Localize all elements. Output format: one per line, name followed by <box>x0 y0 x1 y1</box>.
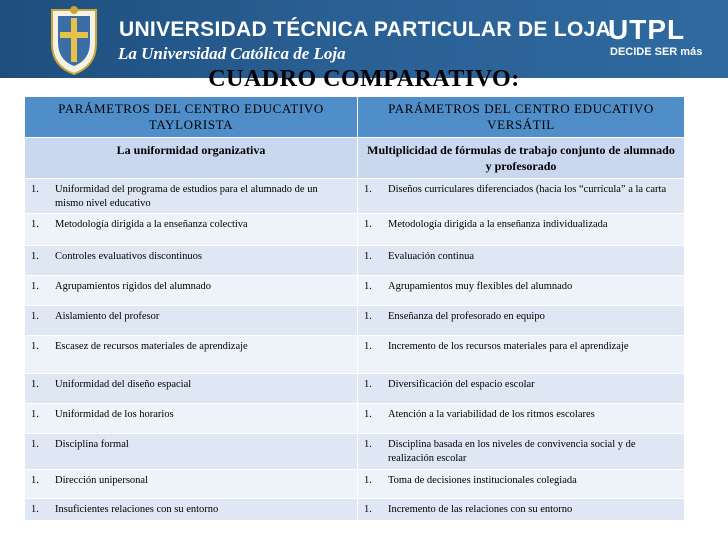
item-text: Evaluación continua <box>388 251 475 262</box>
subheader-versatil: Multiplicidad de fórmulas de trabajo conjunto de alumnado y profesorado <box>358 138 685 179</box>
item-text: Toma de decisiones institucionales colegiada <box>388 475 577 486</box>
right-cell <box>358 336 685 374</box>
table-row <box>25 179 685 214</box>
item-number: 1. <box>364 184 372 195</box>
table-row <box>25 404 685 434</box>
right-cell <box>358 246 685 276</box>
right-cell <box>358 404 685 434</box>
banner-text-area <box>104 8 710 64</box>
item-number: 1. <box>31 219 39 230</box>
item-text: Escasez de recursos materiales de aprendizaje <box>55 341 248 352</box>
page-title: CUADRO COMPARATIVO: <box>208 66 520 92</box>
item-number: 1. <box>364 341 372 352</box>
item-number: 1. <box>364 379 372 390</box>
item-number: 1. <box>31 409 39 420</box>
left-cell <box>25 179 358 214</box>
table-row <box>25 214 685 246</box>
table-row <box>25 246 685 276</box>
utpl-logo-tagline: DECIDE SER más <box>610 46 703 58</box>
item-number: 1. <box>364 475 372 486</box>
right-cell <box>358 470 685 499</box>
left-cell <box>25 336 358 374</box>
item-text: Controles evaluativos discontinuos <box>55 251 202 262</box>
utpl-logo <box>608 10 708 62</box>
table-row <box>25 434 685 470</box>
item-number: 1. <box>364 281 372 292</box>
item-number: 1. <box>364 251 372 262</box>
left-cell <box>25 434 358 470</box>
subheader-taylorista: La uniformidad organizativa <box>25 138 358 179</box>
left-cell <box>25 276 358 306</box>
item-number: 1. <box>364 504 372 515</box>
item-text: Agrupamientos rígidos del alumnado <box>55 281 212 292</box>
item-number: 1. <box>364 409 372 420</box>
item-number: 1. <box>31 311 39 322</box>
item-text: Insuficientes relaciones con su entorno <box>55 504 219 515</box>
left-cell <box>25 306 358 336</box>
item-text: Uniformidad de los horarios <box>55 409 174 420</box>
right-cell <box>358 499 685 521</box>
item-text: Incremento de los recursos materiales para el aprendizaje <box>388 341 629 352</box>
item-number: 1. <box>31 475 39 486</box>
item-text: Metodología dirigida a la enseñanza colectiva <box>55 219 248 230</box>
item-number: 1. <box>31 341 39 352</box>
item-text: Dirección unipersonal <box>55 475 149 486</box>
item-number: 1. <box>31 504 39 515</box>
right-cell <box>358 434 685 470</box>
table-row <box>25 499 685 521</box>
utpl-logo-text: UTPL <box>608 14 686 45</box>
right-cell <box>358 306 685 336</box>
right-cell <box>358 179 685 214</box>
item-number: 1. <box>364 439 372 450</box>
item-text: Diseños curriculares diferenciados (hacia los “currícula” a la carta <box>388 184 667 195</box>
table-row <box>25 306 685 336</box>
left-cell <box>25 404 358 434</box>
right-cell <box>358 276 685 306</box>
left-cell <box>25 470 358 499</box>
table-subheader-row <box>25 138 685 179</box>
table-header-row <box>25 97 685 138</box>
header-taylorista: PARÁMETROS DEL CENTRO EDUCATIVO TAYLORISTA <box>25 97 358 138</box>
item-number: 1. <box>31 281 39 292</box>
university-name: UNIVERSIDAD TÉCNICA PARTICULAR DE LOJA <box>119 18 612 41</box>
item-text: Disciplina formal <box>55 439 129 450</box>
item-text: Uniformidad del diseño espacial <box>55 379 192 390</box>
item-number: 1. <box>31 379 39 390</box>
table-row <box>25 276 685 306</box>
left-cell <box>25 374 358 404</box>
item-text: Uniformidad del programa de estudios para el alumnado de un mismo nivel educativo <box>55 184 318 209</box>
item-text: Incremento de las relaciones con su entorno <box>388 504 573 515</box>
item-text: Disciplina basada en los niveles de convivencia social y de realización escolar <box>388 439 636 464</box>
comparison-table <box>24 96 685 521</box>
item-text: Aislamiento del profesor <box>55 311 160 322</box>
item-number: 1. <box>364 219 372 230</box>
left-cell <box>25 214 358 246</box>
item-number: 1. <box>31 251 39 262</box>
item-number: 1. <box>364 311 372 322</box>
item-number: 1. <box>31 184 39 195</box>
right-cell <box>358 214 685 246</box>
university-subtitle: La Universidad Católica de Loja <box>118 44 346 63</box>
item-text: Enseñanza del profesorado en equipo <box>388 311 545 322</box>
item-text: Agrupamientos muy flexibles del alumnado <box>388 281 573 292</box>
table-row <box>25 336 685 374</box>
item-number: 1. <box>31 439 39 450</box>
table-row <box>25 374 685 404</box>
item-text: Diversificación del espacio escolar <box>388 379 535 390</box>
item-text: Metodología dirigida a la enseñanza individualizada <box>388 219 608 230</box>
left-cell <box>25 246 358 276</box>
item-text: Atención a la variabilidad de los ritmos escolares <box>388 409 595 420</box>
header-versatil: PARÁMETROS DEL CENTRO EDUCATIVO VERSÁTIL <box>358 97 685 138</box>
table-row <box>25 470 685 499</box>
right-cell <box>358 374 685 404</box>
left-cell <box>25 499 358 521</box>
